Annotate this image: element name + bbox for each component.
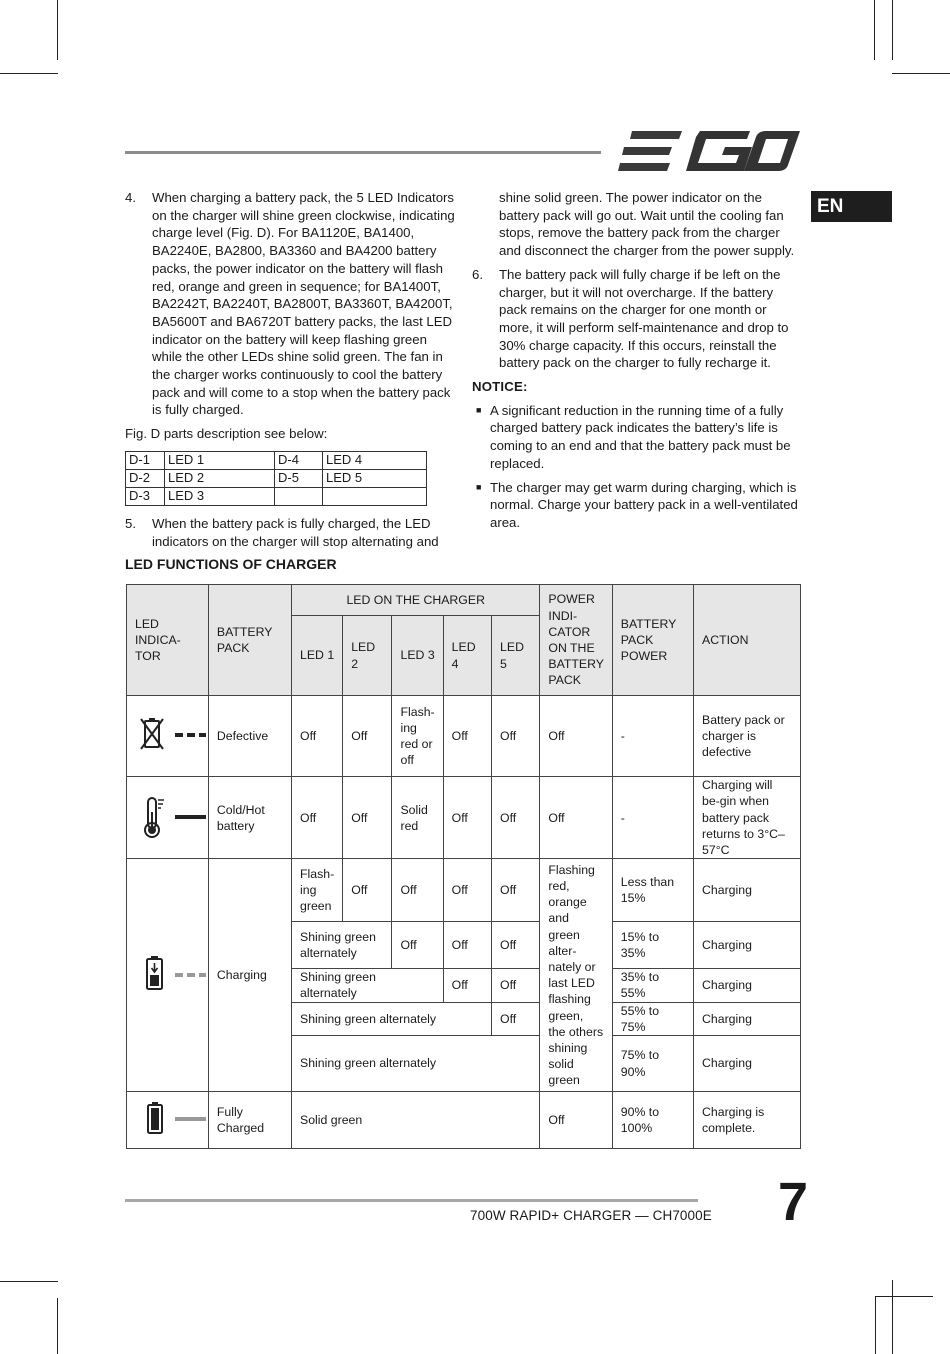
notice-bullet	[472, 479, 802, 532]
led4-state: Off	[443, 777, 491, 859]
footer-rule	[125, 1199, 698, 1202]
ego-logo	[618, 131, 800, 171]
action-text: Charging	[694, 859, 801, 922]
header-led4: LED 4	[443, 616, 491, 696]
table-cell: D-1	[126, 451, 165, 469]
led4-state: Off	[443, 696, 491, 777]
table-cell: D-5	[275, 469, 323, 487]
footer-title: 700W RAPID+ CHARGER — CH7000E	[470, 1208, 712, 1223]
table-cell: D-3	[126, 487, 165, 505]
battery-power: 90% to 100%	[612, 1092, 693, 1149]
led-span-state: Shining green alternately	[292, 969, 444, 1002]
table-cell: LED 5	[323, 469, 427, 487]
led1-state: Flash-ing green	[292, 859, 343, 922]
page-number: 7	[778, 1172, 809, 1232]
action-text: Charging	[694, 922, 801, 969]
battery-power: 15% to 35%	[612, 922, 693, 969]
crop-mark	[892, 73, 950, 74]
crop-mark	[0, 1281, 58, 1282]
battery-power: 75% to 90%	[612, 1036, 693, 1092]
action-text: Charging	[694, 1002, 801, 1035]
led5-state: Off	[492, 969, 540, 1002]
right-column	[472, 189, 802, 538]
header-power-indicator: POWER INDI-CATOR ON THE BATTERY PACK	[540, 585, 612, 696]
led-span-state: Shining green alternately	[292, 922, 392, 969]
crop-mark	[875, 1296, 933, 1297]
led1-state: Off	[292, 696, 343, 777]
language-tab: EN	[811, 191, 892, 222]
action-text: Charging	[694, 969, 801, 1002]
pack-state: Fully Charged	[208, 1092, 291, 1149]
header-rule	[125, 151, 601, 154]
list-item-6	[472, 266, 802, 372]
led-span-state: Shining green alternately	[292, 1036, 540, 1092]
table-row	[127, 585, 801, 616]
crop-mark	[0, 73, 58, 74]
item-text: shine solid green. The power indicator on the battery pack will go out. Wait until the cooling fan stops, remove the battery pack from the charger and disconnect the charger from the power supply.	[499, 190, 795, 259]
header-led3: LED 3	[392, 616, 443, 696]
left-column	[125, 189, 455, 556]
power-indicator-state: Off	[540, 1092, 612, 1149]
led4-state: Off	[443, 922, 491, 969]
battery-power: -	[612, 777, 693, 859]
table-cell: D-4	[275, 451, 323, 469]
list-item-5	[125, 515, 455, 550]
action-text: Charging is complete.	[694, 1092, 801, 1149]
table-row	[127, 777, 801, 859]
battery-power: Less than 15%	[612, 859, 693, 922]
item-text: When the battery pack is fully charged, the LED indicators on the charger will stop alternating and	[152, 515, 439, 549]
table-cell: LED 3	[165, 487, 275, 505]
action-text: Battery pack or charger is defective	[694, 696, 801, 777]
power-indicator-state: Off	[540, 696, 612, 777]
item-text: The battery pack will fully charge if be left on the charger, but it will not overcharge. If the battery pack remains on the charger for one month or more, it will perform self-maintenance and drop to 30% charge capacity. If this occurs, reinstall the battery pack on the charger to fully recharge it.	[499, 266, 789, 371]
table-row	[126, 487, 427, 505]
list-item-4	[125, 189, 455, 419]
pack-state: Defective	[208, 696, 291, 777]
full-battery-icon	[127, 1092, 209, 1149]
parts-table	[125, 451, 427, 506]
battery-power: 55% to 75%	[612, 1002, 693, 1035]
led5-state: Off	[492, 777, 540, 859]
table-row	[127, 1092, 801, 1149]
notice-bullet	[472, 402, 802, 473]
crop-mark	[892, 0, 893, 60]
bullet-square-icon: ■	[476, 481, 482, 492]
power-indicator-state: Flashing red, orange and green alter-nately or last LED flashing green, the others shining solid green	[540, 859, 612, 1092]
header-led-indicator: LED INDICA-TOR	[127, 585, 209, 696]
defective-battery-icon	[127, 696, 209, 777]
notice-heading: NOTICE:	[472, 379, 528, 395]
item-number: 4.	[125, 190, 136, 205]
crop-mark	[57, 0, 58, 60]
led4-state: Off	[443, 969, 491, 1002]
thermometer-icon	[127, 777, 209, 859]
crop-mark	[57, 1298, 58, 1354]
table-row	[127, 696, 801, 777]
battery-power: 35% to 55%	[612, 969, 693, 1002]
led3-state: Solid red	[392, 777, 443, 859]
led2-state: Off	[343, 859, 392, 922]
pack-state: Charging	[208, 859, 291, 1092]
crop-mark	[892, 1280, 893, 1354]
header-led5: LED 5	[492, 616, 540, 696]
battery-power: -	[612, 696, 693, 777]
header-action: ACTION	[694, 585, 801, 696]
action-text: Charging will be-gin when battery pack returns to 3°C–57°C	[694, 777, 801, 859]
table-cell	[275, 487, 323, 505]
led4-state: Off	[443, 859, 491, 922]
header-led1: LED 1	[292, 616, 343, 696]
bullet-text: The charger may get warm during charging, which is normal. Charge your battery pack in a well-ventilated area.	[490, 479, 798, 530]
table-row	[126, 469, 427, 487]
bullet-square-icon: ■	[476, 404, 482, 415]
led3-state: Off	[392, 922, 443, 969]
table-cell: LED 2	[165, 469, 275, 487]
led-span-state: Shining green alternately	[292, 1002, 492, 1035]
bullet-text: A significant reduction in the running time of a fully charged battery pack indicates the battery’s life is coming to an end and that the battery pack must be replaced.	[490, 402, 791, 471]
led5-state: Off	[492, 859, 540, 922]
crop-mark	[874, 0, 875, 60]
item-number: 5.	[125, 515, 136, 531]
charging-battery-icon	[127, 859, 209, 1092]
section-title: LED FUNCTIONS OF CHARGER	[125, 556, 337, 572]
led5-state: Off	[492, 922, 540, 969]
led2-state: Off	[343, 777, 392, 859]
item-text: When charging a battery pack, the 5 LED Indicators on the charger will shine green clockwise, indicating charge level (Fig. D). For BA1120E, BA1400, BA2240E, BA2800, BA3360 and BA4200 battery packs, the power indicator on the battery will flash red, orange and green in sequence; for BA1400T, BA2242T, BA2240T, BA2800T, BA3360T, BA4200T, BA5600T and BA6720T battery packs, the last LED indicator on the battery will keep flashing green while the other LEDs shine solid green. The fan in the charger works continuously to cool the battery pack and will come to a stop when the battery pack is fully charged.	[152, 190, 455, 418]
led3-state: Flash-ing red or off	[392, 696, 443, 777]
table-row	[127, 859, 801, 922]
led-span-state: Solid green	[292, 1092, 540, 1149]
pack-state: Cold/Hot battery	[208, 777, 291, 859]
led-functions-table	[126, 584, 801, 1149]
led2-state: Off	[343, 696, 392, 777]
table-cell: LED 1	[165, 451, 275, 469]
table-row	[126, 451, 427, 469]
power-indicator-state: Off	[540, 777, 612, 859]
crop-mark	[875, 1296, 876, 1354]
table-cell	[323, 487, 427, 505]
action-text: Charging	[694, 1036, 801, 1092]
header-led-group: LED ON THE CHARGER	[292, 585, 540, 616]
led5-state: Off	[492, 1002, 540, 1035]
table-cell: LED 4	[323, 451, 427, 469]
item-number: 6.	[472, 266, 483, 282]
table-cell: D-2	[126, 469, 165, 487]
header-battery-pack: BATTERY PACK	[208, 585, 291, 696]
list-item-5-continued	[472, 189, 802, 260]
header-battery-power: BATTERY PACK POWER	[612, 585, 693, 696]
led3-state: Off	[392, 859, 443, 922]
led5-state: Off	[492, 696, 540, 777]
header-led2: LED 2	[343, 616, 392, 696]
led1-state: Off	[292, 777, 343, 859]
fig-caption: Fig. D parts description see below:	[125, 426, 328, 442]
